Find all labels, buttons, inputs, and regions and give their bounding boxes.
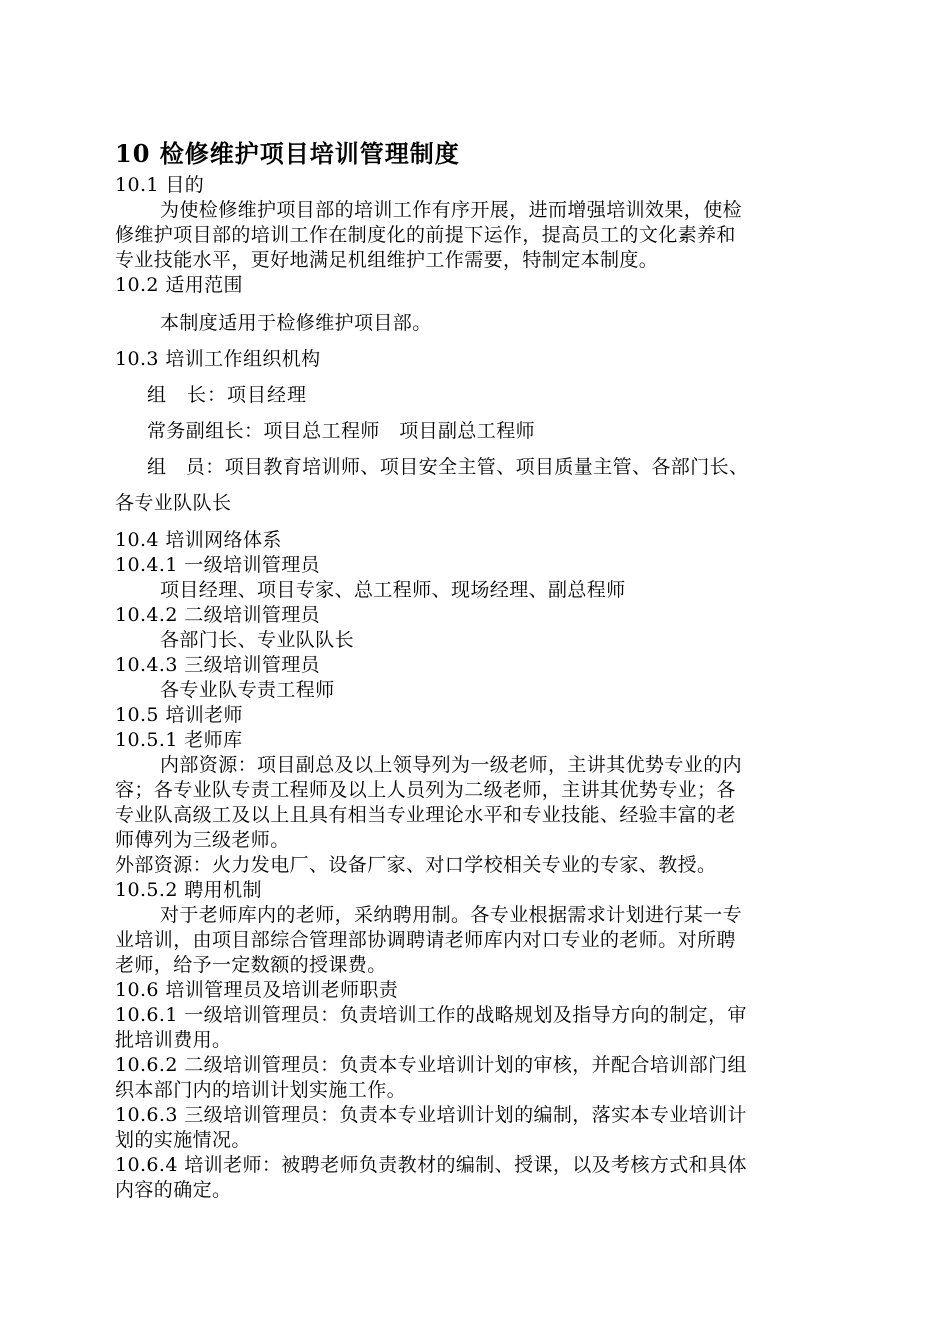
paragraph-line: 内部资源：项目副总及以上领导列为一级老师，主讲其优势专业的内: [160, 754, 743, 776]
paragraph-line: 对于老师库内的老师，采纳聘用制。各专业根据需求计划进行某一专: [160, 904, 743, 926]
paragraph-line: 项目经理、项目专家、总工程师、现场经理、副总程师: [160, 579, 626, 601]
org-deputy-line: 常务副组长：项目总工程师 项目副总工程师: [147, 420, 536, 442]
org-members-line-2: 各专业队队长: [115, 492, 232, 514]
duty-line: 10.6.4 培训老师：被聘老师负责教材的编制、授课，以及考核方式和具体: [115, 1154, 747, 1176]
paragraph-line: 各部门长、专业队队长: [160, 629, 355, 651]
paragraph-line: 业培训，由项目部综合管理部协调聘请老师库内对口专业的老师。对所聘: [115, 929, 736, 951]
duty-line: 10.6.2 二级培训管理员：负责本专业培训计划的审核，并配合培训部门组: [115, 1054, 747, 1076]
paragraph-line: 师傅列为三级老师。: [115, 829, 290, 851]
duty-line: 织本部门内的培训计划实施工作。: [115, 1079, 407, 1101]
duty-line: 10.6.3 三级培训管理员：负责本专业培训计划的编制，落实本专业培训计: [115, 1104, 747, 1126]
org-members-line: 组 员：项目教育培训师、项目安全主管、项目质量主管、各部门长、: [147, 456, 749, 478]
duty-line: 批培训费用。: [115, 1029, 232, 1051]
paragraph-line: 专业队高级工及以上且具有相当专业理论水平和专业技能、经验丰富的老: [115, 804, 736, 826]
section-heading-10-1: 10.1 目的: [115, 174, 205, 196]
subsection-heading-10-4-2: 10.4.2 二级培训管理员: [115, 604, 321, 626]
duty-line: 内容的确定。: [115, 1179, 232, 1201]
paragraph-line: 本制度适用于检修维护项目部。: [160, 312, 432, 334]
section-heading-10-2: 10.2 适用范围: [115, 274, 243, 296]
paragraph-line: 各专业队专责工程师: [160, 679, 335, 701]
subsection-heading-10-5-2: 10.5.2 聘用机制: [115, 879, 262, 901]
subsection-heading-10-4-3: 10.4.3 三级培训管理员: [115, 654, 321, 676]
paragraph-line: 老师，给予一定数额的授课费。: [115, 954, 387, 976]
document-title: 10 检修维护项目培训管理制度: [115, 139, 460, 168]
section-heading-10-3: 10.3 培训工作组织机构: [115, 348, 321, 370]
subsection-heading-10-5-1: 10.5.1 老师库: [115, 729, 243, 751]
section-heading-10-4: 10.4 培训网络体系: [115, 529, 282, 551]
paragraph-line: 修维护项目部的培训工作在制度化的前提下运作，提高员工的文化素养和: [115, 224, 736, 246]
paragraph-line: 为使检修维护项目部的培训工作有序开展，进而增强培训效果，使检: [160, 199, 743, 221]
paragraph-line: 外部资源：火力发电厂、设备厂家、对口学校相关专业的专家、教授。: [115, 854, 717, 876]
paragraph-line: 专业技能水平，更好地满足机组维护工作需要，特制定本制度。: [115, 249, 659, 271]
duty-line: 划的实施情况。: [115, 1129, 251, 1151]
org-leader-line: 组 长：项目经理: [147, 384, 308, 406]
subsection-heading-10-4-1: 10.4.1 一级培训管理员: [115, 554, 321, 576]
paragraph-line: 容；各专业队专责工程师及以上人员列为二级老师，主讲其优势专业；各: [115, 779, 736, 801]
duty-line: 10.6.1 一级培训管理员：负责培训工作的战略规划及指导方向的制定，审: [115, 1004, 747, 1026]
section-heading-10-6: 10.6 培训管理员及培训老师职责: [115, 979, 399, 1001]
section-heading-10-5: 10.5 培训老师: [115, 704, 243, 726]
